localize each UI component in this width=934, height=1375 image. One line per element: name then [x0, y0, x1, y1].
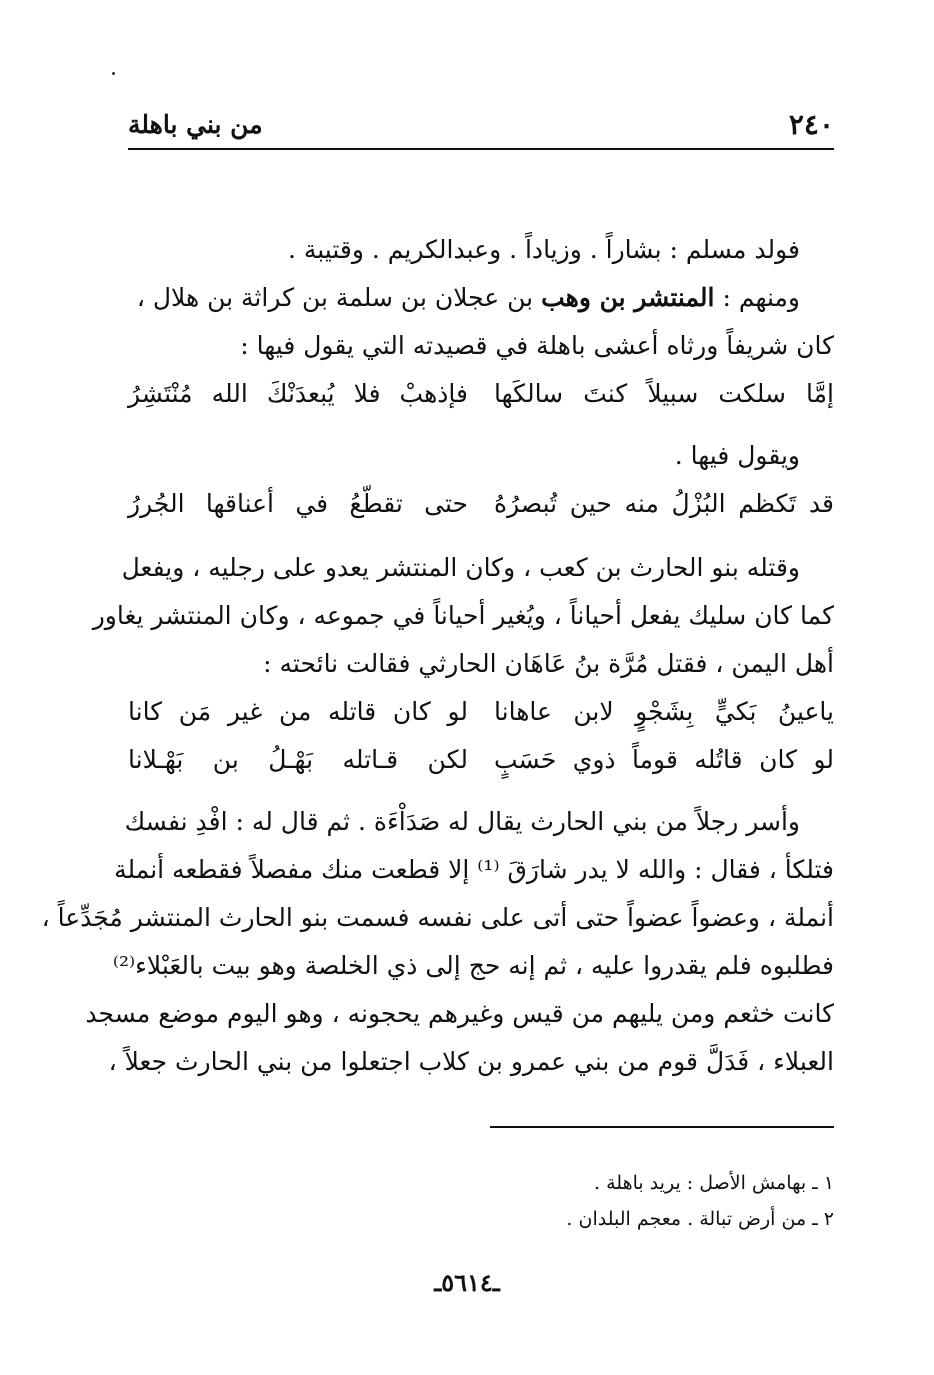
footnote: ٢ ـ من أرض تبالة . معجم البلدان .	[566, 1208, 834, 1230]
verse-second-hemistich: لكن قـاتله بَهْـلُ بن بَهْـلانا	[128, 745, 468, 774]
footnote: ١ ـ بهامش الأصل : يريد باهلة .	[594, 1172, 834, 1194]
verse-line	[128, 369, 834, 419]
page-number: ٢٤٠	[788, 108, 834, 141]
text-line: فولد مسلم : بشاراً . وزياداً . وعبدالكريم . وقتيبة .	[287, 235, 800, 264]
verse-first-hemistich: لو كان قاتُله قوماً ذوي حَسَبٍ	[494, 745, 834, 774]
verse-second-hemistich: فإذهبْ فلا يُبعدَنْكَ الله مُنْتَشِرُ	[128, 379, 468, 408]
text-fragment: ومنهم :	[714, 283, 800, 312]
footnote-separator	[490, 1126, 834, 1128]
verse-second-hemistich: لو كان قاتله من غير مَن كانا	[128, 697, 468, 726]
text-fragment: بن عجلان بن سلمة بن كراثة بن هلال ،	[136, 283, 542, 312]
verse-line	[128, 687, 834, 737]
text-line: كان شريفاً ورثاه أعشى باهلة في قصيدته التي يقول فيها :	[240, 331, 834, 360]
running-title: من بني باهلة	[128, 110, 263, 139]
text-line: العبلاء ، فَدَلَّ قوم من بني عمرو بن كلاب اجتعلوا من بني الحارث جعلاً ،	[108, 1047, 834, 1076]
text-line: فتلكأ ، فقال : والله لا يدر شارَقَ ⁽¹⁾ إلا قطعت منك مفصلاً فقطعه أنملة	[114, 855, 834, 884]
text-line: وقتله بنو الحارث بن كعب ، وكان المنتشر يعدو على رجليه ، ويفعل	[121, 553, 800, 582]
verse-second-hemistich: حتى تقطّعُ في أعناقها الجُررُ	[128, 489, 468, 518]
folio-number: ـ٥٦١٤ـ	[434, 1268, 500, 1297]
verse-first-hemistich: إمَّا سلكت سبيلاً كنتَ سالكَها	[494, 379, 834, 408]
verse-first-hemistich: قد تَكظم البُزْلُ منه حين تُبصرُهُ	[494, 489, 834, 518]
text-line	[128, 273, 834, 323]
verse-line	[128, 735, 834, 785]
highlighted-name: المنتشر بن وهب	[541, 283, 715, 312]
text-line: ويقول فيها .	[674, 441, 800, 470]
verse-first-hemistich: ياعينُ بَكيٍّ بِشَجْوٍ لابن عاهانا	[494, 697, 834, 726]
text-line: وأسر رجلاً من بني الحارث يقال له صَدَاْءَة . ثم قال له : افْدِ نفسك	[124, 807, 800, 836]
text-line: فطلبوه فلم يقدروا عليه ، ثم إنه حج إلى ذي الخلصة وهو بيت بالعَبْلاء⁽²⁾	[112, 951, 834, 980]
text-line: كانت خثعم ومن يليهم من قيس وغيرهم يحجونه ، وهو اليوم موضع مسجد	[85, 999, 834, 1028]
page-header	[128, 108, 834, 150]
verse-line	[128, 479, 834, 529]
text-line: أهل اليمن ، فقتل مُرَّة بنُ عَاهَان الحارثي فقالت نائحته :	[263, 649, 834, 678]
speck-mark	[112, 72, 115, 75]
text-line: كما كان سليك يفعل أحياناً ، ويُغير أحياناً في جموعه ، وكان المنتشر يغاور	[92, 601, 834, 630]
text-line: أنملة ، وعضواً عضواً حتى أتى على نفسه فسمت بنو الحارث المنتشر مُجَدِّعاً ،	[41, 903, 834, 932]
